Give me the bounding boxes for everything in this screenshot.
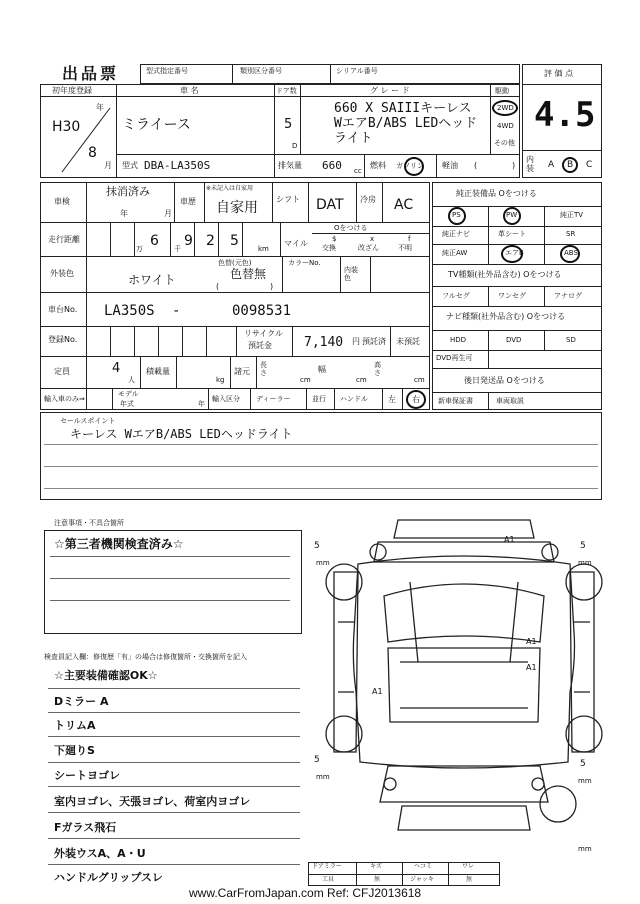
chassis-number: 0098531 — [232, 303, 292, 319]
chassis-model: LA350S — [104, 303, 155, 319]
first-reg-year-unit: 年 — [96, 103, 104, 112]
option-navi: 純正ナビ — [442, 230, 470, 238]
grade-line-2: WエアB/ABS LEDヘッド — [334, 116, 478, 131]
option-aw: 純正AW — [442, 249, 468, 257]
mileage-digit-2: 9 — [184, 233, 193, 249]
option-tv: 純正TV — [560, 211, 584, 219]
dims-label: 諸元 — [234, 367, 250, 376]
note-line-7: Fガラス飛石 — [54, 821, 117, 834]
interior-label: 内装 — [526, 155, 534, 173]
handle-label: ハンドル — [340, 395, 368, 403]
legend-value-1: 工貝 — [322, 876, 335, 883]
damage-mark-roof: A1 — [504, 535, 515, 544]
sheet-title: 出品票 — [62, 64, 120, 83]
model-year-label-2: 年式 — [120, 400, 134, 408]
interior-grade-b: B — [567, 160, 574, 170]
meter-mark-swap: $ — [332, 235, 337, 243]
mileage-digit-1: 6 — [150, 233, 159, 249]
shift-value: DAT — [316, 197, 344, 213]
displacement-label: 排気量 — [278, 161, 302, 170]
navi-hdd: HDD — [450, 336, 467, 344]
note-line-2: Dミラー A — [54, 695, 109, 708]
recycle-label-2: 預託金 — [248, 341, 272, 350]
interior-grade-c: C — [586, 160, 593, 170]
regno-label: 登録No. — [48, 335, 78, 344]
fuel-paren-close: ) — [512, 161, 516, 170]
mileage-label: 走行距離 — [48, 235, 80, 244]
option-pw: PW — [506, 211, 518, 219]
genuine-title: 純正装備品 Oをつける — [456, 189, 537, 198]
width-label: 幅 — [318, 365, 326, 374]
ac-value: AC — [394, 197, 414, 213]
meter-swap: 交換 — [322, 244, 336, 252]
fuel-gasoline: ガソリン — [396, 162, 424, 170]
meter-circle-hint: Oをつける — [334, 224, 368, 232]
fuel-paren-open: ( — [474, 161, 478, 170]
capacity-unit: 人 — [128, 376, 135, 384]
tread-rear-left-unit: mm — [316, 773, 330, 781]
import-type-label: 輸入区分 — [212, 395, 240, 403]
mile-label: マイル — [284, 239, 308, 248]
height-label: 高さ — [374, 361, 381, 377]
damage-mark-left: A1 — [372, 687, 383, 696]
capacity-label: 定員 — [54, 367, 70, 376]
dealer-label: ディーラー — [256, 395, 291, 403]
tread-rear-right-unit: mm — [578, 777, 592, 785]
note-line-9: ハンドルグリップスレ — [54, 871, 163, 884]
load-label: 積載量 — [146, 367, 170, 376]
meter-mark-tamper: x — [370, 235, 375, 243]
grade-line-3: ライト — [334, 131, 373, 146]
model-code-value: DBA-LA350S — [144, 159, 211, 172]
fuel-label: 燃料 — [370, 161, 386, 170]
later-warranty: 新車保証書 — [438, 397, 473, 405]
damage-mark-door-lower: A1 — [526, 663, 537, 672]
note-line-3: トリムA — [54, 719, 96, 732]
color-no-label: カラーNo. — [288, 259, 321, 267]
color-paren-open: ( — [216, 282, 220, 291]
door-value: 5 — [284, 117, 293, 132]
color-change-value: 色替無 — [230, 267, 267, 281]
dvd-play-label: DVD再生可 — [436, 354, 473, 362]
recycle-value: 7,140 — [304, 335, 344, 350]
mileage-digit-4: 5 — [230, 233, 239, 249]
navi-title: ナビ種類(社外品含む) Oをつける — [446, 312, 566, 321]
mileage-km-unit: km — [258, 245, 269, 253]
tread-rear-right: 5 — [580, 759, 586, 769]
sales-point-box — [40, 412, 602, 500]
displacement-value: 660 — [322, 159, 342, 172]
navi-dvd: DVD — [506, 336, 522, 344]
recycle-unit: 円 — [352, 337, 360, 346]
serial-label: シリアル番号 — [336, 67, 378, 75]
first-reg-label: 初年度登録 — [52, 86, 92, 95]
tread-front-left: 5 — [314, 541, 320, 551]
drive-label: 駆動 — [495, 87, 509, 95]
tread-spare-unit: mm — [578, 845, 592, 853]
score-value: 4.5 — [534, 95, 596, 135]
parallel-label: 並行 — [312, 395, 326, 403]
height-unit: cm — [414, 376, 425, 384]
tread-front-right-unit: mm — [578, 559, 592, 567]
legend-header-2: キズ — [370, 863, 382, 870]
sales-point-label: セールスポイント — [60, 417, 116, 425]
color-value: ホワイト — [128, 273, 176, 287]
model-year-label-1: モデル — [118, 390, 139, 398]
caution-text: ☆第三者機関検査済み☆ — [54, 537, 184, 551]
category-label: 類別区分番号 — [240, 67, 282, 75]
note-line-1: ☆主要装備確認OK☆ — [54, 669, 158, 682]
tread-rear-left: 5 — [314, 755, 320, 765]
car-damage-diagram — [318, 512, 608, 860]
shaken-label: 車検 — [54, 197, 70, 206]
option-ps: PS — [452, 211, 461, 219]
note-line-8: 外装ウスA、A・U — [54, 847, 146, 860]
legend-value-3: ジャッキ — [410, 876, 434, 883]
car-name-label: 車 名 — [180, 86, 199, 95]
legend-header-3: ヘコミ — [414, 863, 433, 870]
usage-label: 車歴 — [180, 197, 196, 206]
length-unit: cm — [300, 376, 311, 384]
tv-title: TV種類(社外品含む) Oをつける — [448, 270, 562, 279]
capacity-value: 4 — [112, 361, 121, 376]
handle-left: 左 — [388, 395, 396, 404]
shaken-value: 抹消済み — [106, 185, 150, 198]
navi-sd: SD — [566, 336, 576, 344]
tread-front-right: 5 — [580, 541, 586, 551]
legend-header-4: ワレ — [462, 863, 475, 870]
fuel-diesel: 軽油 — [442, 161, 458, 170]
chassis-label: 車台No. — [48, 305, 78, 314]
recycle-paid: 預託済 — [362, 337, 386, 346]
legend-value-2: 無 — [374, 876, 381, 883]
sales-point-text: キーレス WエアB/ABS LEDヘッドライト — [70, 427, 293, 441]
shaken-year-unit: 年 — [120, 209, 128, 218]
load-unit: kg — [216, 376, 225, 384]
legend-header-1: ドアミラー — [312, 863, 342, 870]
option-airbag: エアB — [505, 249, 524, 257]
grade-label: グ レ ー ド — [370, 86, 410, 95]
grade-line-1: 660 X SAIIIキーレス — [334, 101, 472, 116]
option-sr: SR — [566, 230, 576, 238]
recycle-label-1: リサイクル — [244, 329, 283, 338]
option-abs: ABS — [564, 249, 578, 257]
mileage-sen-unit: 千 — [174, 245, 181, 253]
width-unit: cm — [356, 376, 367, 384]
score-label: 評 価 点 — [544, 69, 574, 78]
recycle-unpaid: 未預託 — [396, 337, 420, 346]
legend-value-4: 無 — [466, 876, 473, 883]
displacement-unit: cc — [354, 167, 362, 175]
first-reg-era: H30 — [52, 119, 81, 135]
chassis-dash: - — [172, 303, 181, 319]
color-change-label: 色替(元色) — [218, 259, 252, 267]
model-code-label: 型式 — [122, 161, 138, 170]
drive-2wd: 2WD — [497, 104, 514, 112]
tv-oneseg: ワンセグ — [498, 292, 526, 300]
usage-note: ※未記入は自家用 — [206, 185, 254, 192]
interior-grade-a: A — [548, 160, 555, 170]
model-year-unit: 年 — [198, 400, 205, 408]
note-line-5: シートヨゴレ — [54, 769, 120, 782]
note-line-6: 室内ヨゴレ、天張ヨゴレ、荷室内ヨゴレ — [54, 795, 251, 808]
first-reg-month-unit: 月 — [104, 161, 112, 170]
later-title: 後日発送品 Oをつける — [464, 376, 545, 385]
import-label: 輸入車のみ⇒ — [44, 395, 85, 403]
model-cert-label: 型式指定番号 — [146, 67, 188, 75]
note-line-4: 下廻りS — [54, 744, 95, 757]
mileage-man-unit: 万 — [136, 245, 143, 253]
mileage-digit-3: 2 — [206, 233, 215, 249]
first-reg-month: 8 — [88, 145, 97, 161]
drive-other: その他 — [494, 139, 515, 147]
interior-color-label: 内装色 — [344, 266, 358, 283]
meter-mark-unknown: f — [408, 235, 411, 243]
ac-label: 冷房 — [360, 195, 376, 204]
door-label: ドア数 — [276, 87, 297, 95]
tv-analog: アナログ — [554, 292, 582, 300]
later-manual: 車両取説 — [496, 397, 524, 405]
tread-front-left-unit: mm — [316, 559, 330, 567]
caution-label: 注意事項・不具合箇所 — [54, 519, 124, 527]
color-paren-close: ) — [270, 282, 274, 291]
meter-unknown: 不明 — [398, 244, 412, 252]
color-label: 外装色 — [50, 269, 74, 278]
handle-right: 右 — [412, 395, 420, 404]
option-leather: 革シート — [498, 230, 526, 238]
tv-fullseg: フルセグ — [442, 292, 470, 300]
length-label: 長さ — [260, 361, 267, 377]
door-suffix: D — [292, 142, 298, 150]
drive-4wd: 4WD — [497, 122, 514, 130]
damage-mark-door-upper: A1 — [526, 637, 537, 646]
meter-tamper: 改ざん — [358, 244, 379, 252]
shaken-month-unit: 月 — [164, 209, 172, 218]
inspector-label: 検査員記入欄：修復歴「有」の場合は修復箇所・交換箇所を記入 — [44, 653, 247, 661]
shift-label: シフト — [276, 195, 300, 204]
footer-watermark: www.CarFromJapan.com Ref: CFJ2013618 — [186, 886, 424, 900]
usage-value: 自家用 — [216, 200, 258, 216]
car-name-value: ミライース — [122, 117, 191, 133]
